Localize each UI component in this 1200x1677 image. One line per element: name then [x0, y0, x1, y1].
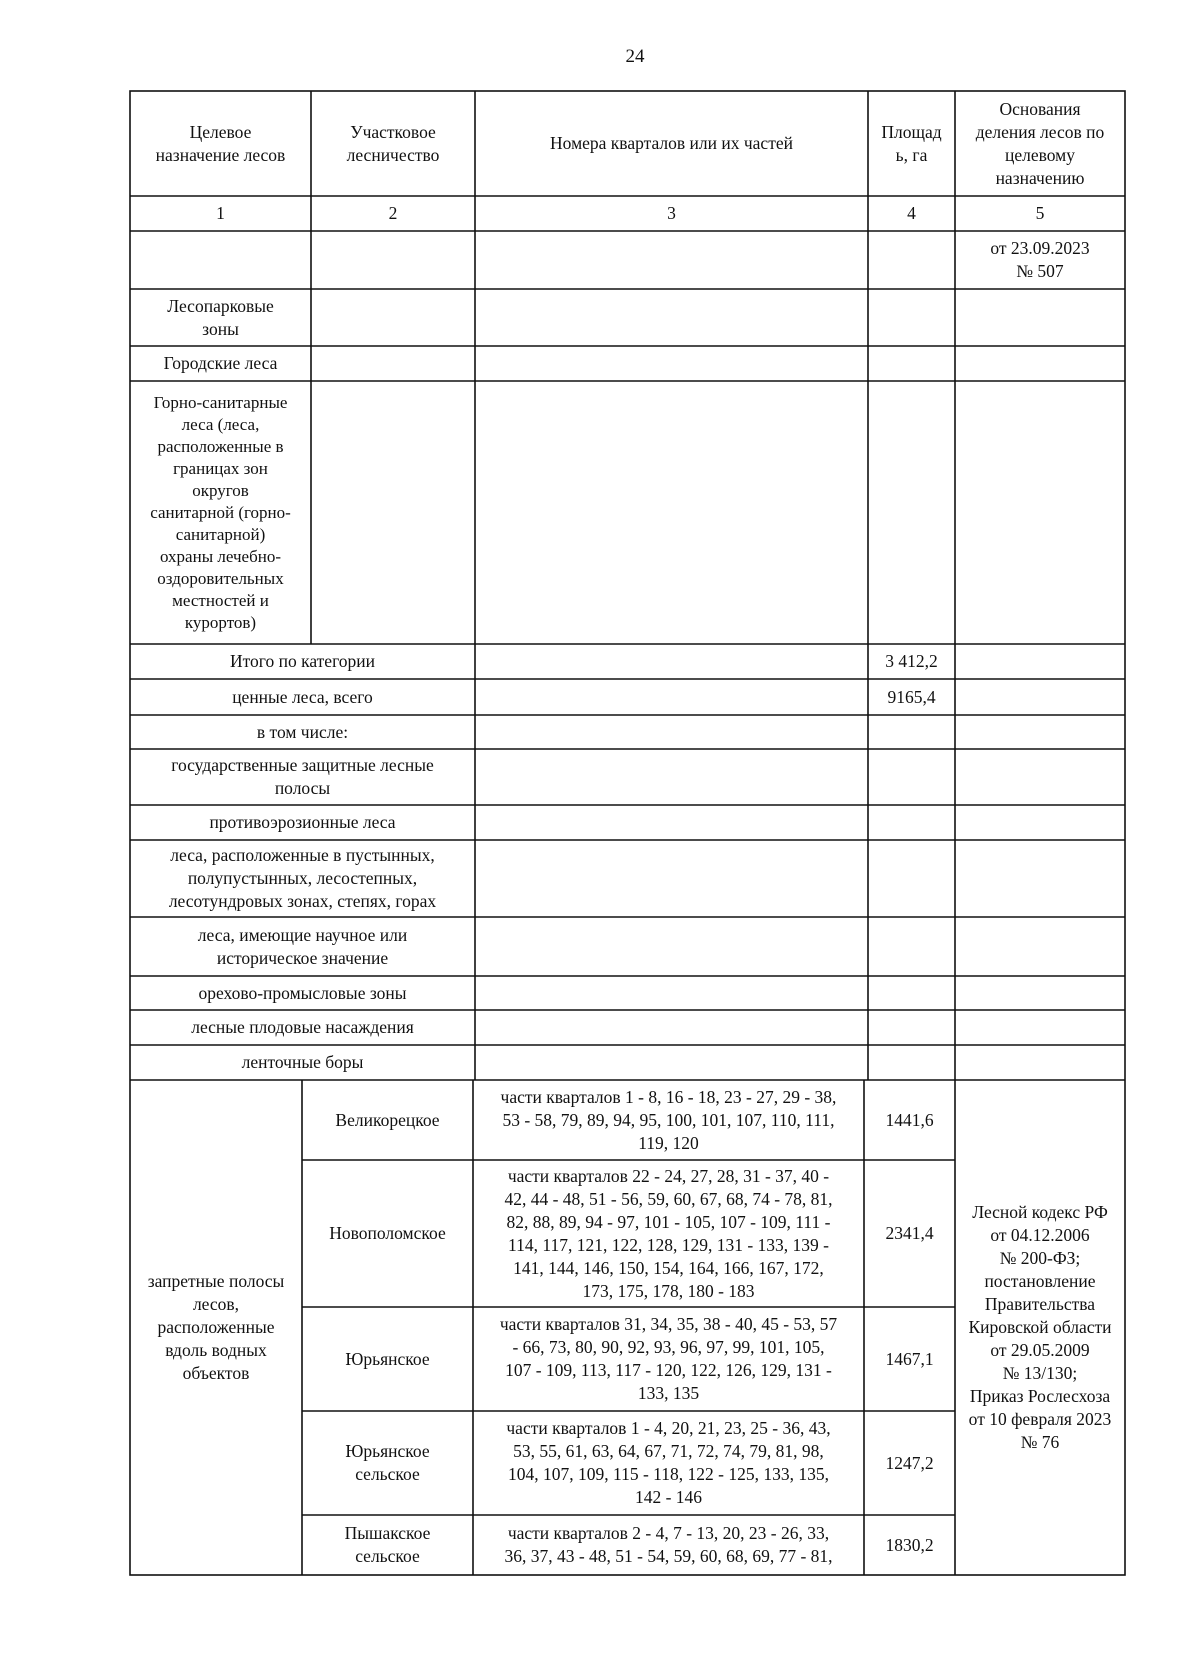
valuable-total-area: 9165,4 — [887, 686, 936, 707]
forestry-name: Великорецкое — [335, 1109, 440, 1130]
column-number: 2 — [388, 203, 398, 223]
column-number: 4 — [907, 203, 916, 223]
forestry-area: 1247,2 — [885, 1452, 934, 1473]
forestry-area: 1467,1 — [885, 1348, 934, 1369]
category-total-label: Итого по категории — [229, 651, 376, 671]
valuable-total-label: ценные леса, всего — [232, 686, 373, 707]
header-quarters: Номера кварталов или их частей — [550, 133, 793, 153]
row-scientific: леса, имеющие научное или историческое значение — [197, 924, 408, 968]
forestry-name: Юрьянское — [345, 1348, 430, 1369]
page-number: 24 — [625, 46, 645, 67]
header-basis: Основания деления лесов по целевому назначению — [975, 98, 1105, 188]
water-basis: Лесной кодекс РФ от 04.12.2006 № 200-ФЗ; постановление Правительства Кировской области от 29.05.2009 № 13/130; Приказ Рослесхоза от 10 февраля 2023 № 76 — [968, 1202, 1112, 1452]
row-anti-erosion: противоэрозионные леса — [209, 812, 396, 832]
row-city-forests: Городские леса — [163, 353, 278, 373]
forestry-quarters: части кварталов 1 - 4, 20, 21, 23, 25 - 36, 43, 53, 55, 61, 63, 64, 67, 71, 72, 74, 79, 81, 98, 104, 107, 109, 115 - 118, 122 - 125, 133, 135, 142 - 146 — [506, 1418, 831, 1507]
row-state-protective: государственные защитные лесные полосы — [171, 755, 434, 798]
continuation-basis: от 23.09.2023 № 507 — [990, 238, 1090, 281]
forestry-quarters: части кварталов 31, 34, 35, 38 - 40, 45 - 53, 57 - 66, 73, 80, 90, 92, 93, 96, 97, 99, 101, 105, 107 - 109, 113, 117 - 120, 122, 126, 129, 131 - 133, 135 — [499, 1314, 838, 1403]
row-water-protective: запретные полосы лесов, расположенные вдоль водных объектов — [147, 1271, 285, 1383]
column-number: 1 — [216, 203, 225, 223]
forestry-name: Пышакское сельское — [344, 1523, 431, 1566]
forestry-area: 1441,6 — [885, 1109, 934, 1130]
category-total-area: 3 412,2 — [885, 651, 938, 671]
row-ribbon-pines: ленточные боры — [241, 1052, 364, 1072]
header-area: Площад ь, га — [881, 121, 942, 165]
forestry-quarters: части кварталов 2 - 4, 7 - 13, 20, 23 - 26, 33, 36, 37, 43 - 48, 51 - 54, 59, 60, 68, 69, 77 - 81, — [504, 1523, 833, 1566]
forestry-quarters: части кварталов 1 - 8, 16 - 18, 23 - 27, 29 - 38, 53 - 58, 79, 89, 94, 95, 100, 101, 107, 110, 111, 119, 120 — [500, 1086, 837, 1153]
forestry-name: Юрьянское сельское — [345, 1441, 430, 1484]
row-fruit: лесные плодовые насаждения — [191, 1017, 414, 1037]
row-nut-zones: орехово-промысловые зоны — [198, 982, 407, 1003]
forestry-area: 1830,2 — [885, 1534, 934, 1555]
forestry-name: Новополомское — [329, 1223, 446, 1243]
including-label: в том числе: — [256, 721, 349, 742]
row-mountain-sanitary: Горно-санитарные леса (леса, расположенные в границах зон округов санитарной (горно- санитарной) охраны лечебно- оздоровительных местностей и курортов) — [150, 392, 291, 632]
header-forestry: Участковое лесничество — [346, 121, 440, 165]
row-desert-zones: леса, расположенные в пустынных, полупустынных, лесостепных, лесотундровых зонах, степях, горах — [168, 845, 437, 911]
column-number: 5 — [1035, 203, 1045, 223]
column-number: 3 — [667, 203, 676, 223]
forestry-quarters: части кварталов 22 - 24, 27, 28, 31 - 37, 40 - 42, 44 - 48, 51 - 56, 59, 60, 67, 68, 74 - 78, 81, 82, 88, 89, 94 - 97, 101 - 105, 107 - 109, 111 - 114, 117, 121, 122, 128, 129, 131 - 133, 139 - 141, 144, 146, 150, 154, 164, 166, 167, 172, 173, 175, 178, 180 - 183 — [504, 1165, 833, 1301]
row-forest-park: Лесопарковые зоны — [167, 295, 274, 339]
forestry-area: 2341,4 — [885, 1223, 934, 1243]
header-target-purpose: Целевое назначение лесов — [155, 121, 286, 165]
